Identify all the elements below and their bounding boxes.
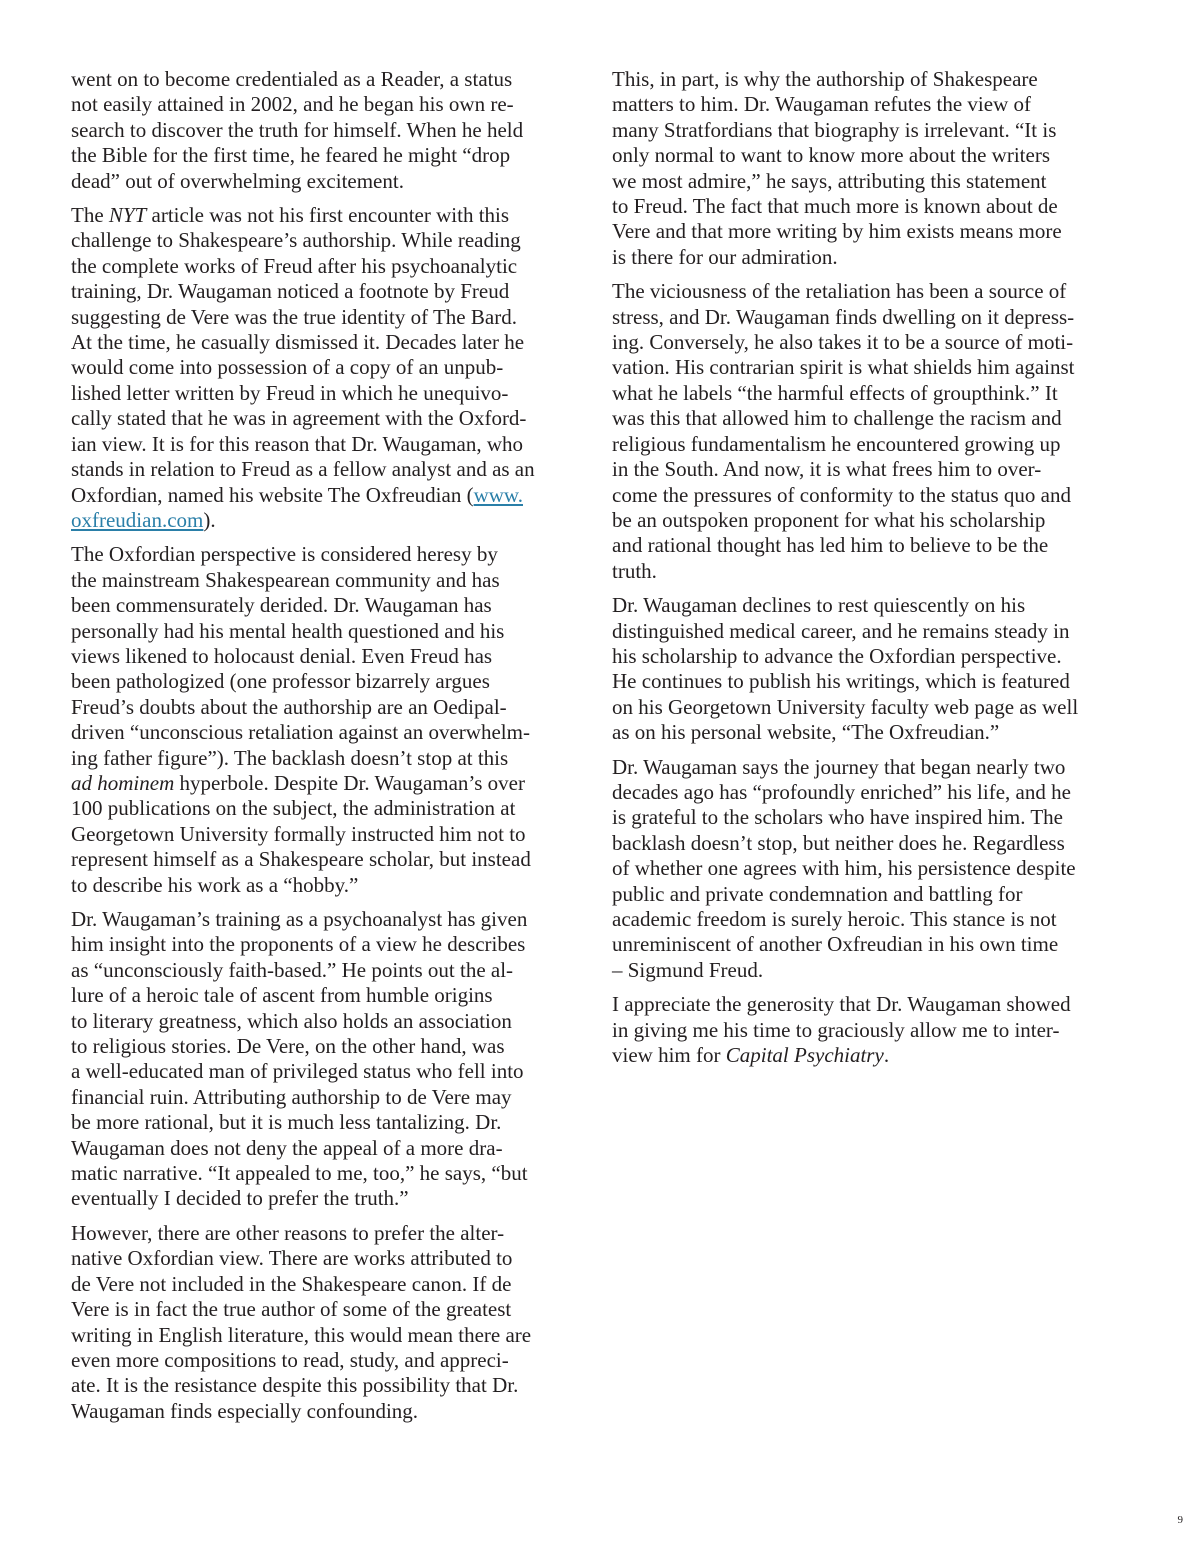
- text-line: I appreciate the generosity that Dr. Waugaman showed: [612, 992, 1071, 1017]
- text-line: [71, 483, 593, 508]
- paragraph-acknowledgement: [612, 992, 1138, 1068]
- website-link-part2[interactable]: oxfreudian.com: [71, 507, 204, 532]
- text-line: native Oxfordian view. There are works attributed to: [71, 1246, 513, 1271]
- text-line: the complete works of Freud after his psychoanalytic: [71, 253, 518, 278]
- text-line: been pathologized (one professor bizarrely argues: [71, 669, 490, 694]
- text-line: to literary greatness, which also holds an association: [71, 1008, 512, 1033]
- text-fragment: The: [71, 203, 109, 228]
- text-line: what he labels “the harmful effects of groupthink.” It: [612, 380, 1058, 405]
- text-line: However, there are other reasons to prefer the alter-: [71, 1220, 505, 1245]
- text-fragment: view him for: [612, 1043, 726, 1068]
- text-line: Vere is in fact the true author of some of the greatest: [71, 1297, 512, 1322]
- text-line: is there for our admiration.: [612, 244, 838, 269]
- text-line: lished letter written by Freud in which he unequivo-: [71, 380, 509, 405]
- text-line: [71, 203, 593, 228]
- text-line: would come into possession of a copy of an unpub-: [71, 355, 504, 380]
- text-line: ate. It is the resistance despite this possibility that Dr.: [71, 1373, 519, 1398]
- text-line: was this that allowed him to challenge the racism and: [612, 406, 1062, 431]
- text-line: training, Dr. Waugaman noticed a footnote by Freud: [71, 279, 510, 304]
- text-line: to describe his work as a “hobby.”: [71, 872, 359, 897]
- text-line: a well-educated man of privileged status who fell into: [71, 1059, 524, 1084]
- text-line: unreminiscent of another Oxfreudian in his own time: [612, 932, 1059, 957]
- text-line: personally had his mental health questioned and his: [71, 618, 505, 643]
- text-line: many Stratfordians that biography is irrelevant. “It is: [612, 117, 1057, 142]
- text-line: in giving me his time to graciously allow me to inter-: [612, 1017, 1060, 1042]
- text-line: in the South. And now, it is what frees him to over-: [612, 457, 1042, 482]
- text-line: – Sigmund Freud.: [612, 957, 764, 982]
- text-line: public and private condemnation and battling for: [612, 881, 1023, 906]
- italic-ad-hominem: ad hominem: [71, 770, 175, 795]
- text-line: went on to become credentialed as a Reader, a status: [71, 67, 513, 91]
- text-line: academic freedom is surely heroic. This stance is not: [612, 907, 1057, 931]
- paragraph-retaliation: [612, 279, 1138, 584]
- website-link-part1[interactable]: www.: [473, 482, 523, 507]
- text-line: eventually I decided to prefer the truth.”: [71, 1186, 409, 1211]
- text-fragment: article was not his first encounter with this: [146, 203, 510, 228]
- page-number: 9: [1177, 1514, 1183, 1526]
- text-line: on his Georgetown University faculty web page as well: [612, 694, 1079, 719]
- text-line: of whether one agrees with him, his persistence despite: [612, 856, 1076, 881]
- paragraph-psychoanalyst-training: [71, 907, 593, 1212]
- text-line: him insight into the proponents of a view he describes: [71, 932, 526, 957]
- text-line: [71, 508, 593, 533]
- text-line: distinguished medical career, and he remains steady in: [612, 618, 1070, 643]
- text-line: financial ruin. Attributing authorship to de Vere may: [71, 1084, 512, 1109]
- right-column: [612, 67, 1138, 1077]
- text-line: be an outspoken proponent for what his scholarship: [612, 507, 1046, 532]
- text-line: the mainstream Shakespearean community and has: [71, 567, 500, 592]
- text-line: come the pressures of conformity to the status quo and: [612, 482, 1071, 507]
- text-line: The viciousness of the retaliation has been a source of: [612, 279, 1067, 304]
- text-line: as on his personal website, “The Oxfreudian.”: [612, 720, 1000, 745]
- text-line: views likened to holocaust denial. Even Freud has: [71, 643, 493, 668]
- text-line: Waugaman finds especially confounding.: [71, 1398, 419, 1423]
- text-line: Dr. Waugaman says the journey that began nearly two: [612, 754, 1066, 779]
- text-line: religious fundamentalism he encountered growing up: [612, 431, 1061, 456]
- text-fragment: hyperbole. Despite Dr. Waugaman’s over: [174, 770, 525, 795]
- text-line: He continues to publish his writings, which is featured: [612, 669, 1070, 694]
- paragraph-journey: [612, 755, 1138, 984]
- text-line: The Oxfordian perspective is considered heresy by: [71, 542, 498, 567]
- text-line: Dr. Waugaman declines to rest quiescently on his: [612, 593, 1026, 618]
- text-line: we most admire,” he says, attributing this statement: [612, 168, 1047, 193]
- text-line: stress, and Dr. Waugaman finds dwelling on it depress-: [612, 304, 1075, 329]
- text-line: his scholarship to advance the Oxfordian perspective.: [612, 643, 1062, 668]
- text-line: writing in English literature, this would mean there are: [71, 1322, 532, 1347]
- text-line: the Bible for the first time, he feared he might “drop: [71, 143, 511, 168]
- text-line: Dr. Waugaman’s training as a psychoanalyst has given: [71, 907, 528, 931]
- text-line: as “unconsciously faith-based.” He points out the al-: [71, 957, 514, 982]
- text-fragment: .: [883, 1043, 890, 1068]
- text-line: ing father figure”). The backlash doesn’t stop at this: [71, 745, 509, 770]
- text-line: stands in relation to Freud as a fellow analyst and as an: [71, 457, 535, 482]
- text-line: dead” out of overwhelming excitement.: [71, 168, 404, 193]
- text-line: challenge to Shakespeare’s authorship. While reading: [71, 228, 521, 253]
- text-line: even more compositions to read, study, and appreci-: [71, 1347, 509, 1372]
- paragraph-medical-career: [612, 593, 1138, 745]
- text-fragment: ).: [203, 507, 216, 532]
- text-line: matters to him. Dr. Waugaman refutes the view of: [612, 92, 1031, 117]
- text-line: de Vere not included in the Shakespeare canon. If de: [71, 1271, 512, 1296]
- text-line: suggesting de Vere was the true identity of The Bard.: [71, 304, 517, 329]
- text-line: backlash doesn’t stop, but neither does he. Regardless: [612, 830, 1065, 855]
- text-line: truth.: [612, 558, 657, 583]
- text-line: is grateful to the scholars who have inspired him. The: [612, 805, 1064, 830]
- left-column: [71, 67, 593, 1433]
- text-line: ian view. It is for this reason that Dr. Waugaman, who: [71, 431, 524, 456]
- text-line: Georgetown University formally instructed him not to: [71, 821, 526, 846]
- text-line: driven “unconscious retaliation against an overwhelm-: [71, 720, 530, 745]
- paragraph-nyt-article: [71, 203, 593, 533]
- text-line: Freud’s doubts about the authorship are an Oedipal-: [71, 694, 507, 719]
- paragraph-oxfordian-heresy: [71, 542, 593, 898]
- text-line: ing. Conversely, he also takes it to be a source of moti-: [612, 330, 1074, 355]
- italic-publication-title: Capital Psychiatry: [725, 1043, 884, 1068]
- text-line: [71, 771, 593, 796]
- text-fragment: Oxfordian, named his website The Oxfreudian (: [71, 482, 474, 507]
- text-line: and rational thought has led him to believe to be the: [612, 533, 1049, 558]
- text-line: Vere and that more writing by him exists means more: [612, 219, 1062, 244]
- text-line: not easily attained in 2002, and he began his own re-: [71, 92, 514, 117]
- paragraph-authorship-matters: [612, 67, 1138, 270]
- text-line: been commensurately derided. Dr. Waugaman has: [71, 593, 492, 618]
- text-line: lure of a heroic tale of ascent from humble origins: [71, 983, 493, 1008]
- italic-nyt: NYT: [108, 203, 147, 228]
- text-line: This, in part, is why the authorship of Shakespeare: [612, 67, 1038, 91]
- text-line: 100 publications on the subject, the administration at: [71, 796, 516, 821]
- text-line: matic narrative. “It appealed to me, too,” he says, “but: [71, 1161, 528, 1186]
- text-line: only normal to want to know more about the writers: [612, 143, 1050, 168]
- text-line: be more rational, but it is much less tantalizing. Dr.: [71, 1110, 502, 1135]
- text-line: At the time, he casually dismissed it. Decades later he: [71, 330, 525, 355]
- text-line: search to discover the truth for himself. When he held: [71, 117, 524, 142]
- text-line: vation. His contrarian spirit is what shields him against: [612, 355, 1075, 380]
- paragraph-other-reasons: [71, 1221, 593, 1424]
- text-line: Waugaman does not deny the appeal of a more dra-: [71, 1135, 503, 1160]
- paragraph-reader-credential: [71, 67, 593, 194]
- text-line: decades ago has “profoundly enriched” his life, and he: [612, 779, 1071, 804]
- text-line: to religious stories. De Vere, on the other hand, was: [71, 1034, 505, 1059]
- text-line: to Freud. The fact that much more is known about de: [612, 194, 1058, 219]
- text-line: [612, 1043, 1138, 1068]
- text-line: cally stated that he was in agreement with the Oxford-: [71, 406, 527, 431]
- text-line: represent himself as a Shakespeare scholar, but instead: [71, 847, 531, 872]
